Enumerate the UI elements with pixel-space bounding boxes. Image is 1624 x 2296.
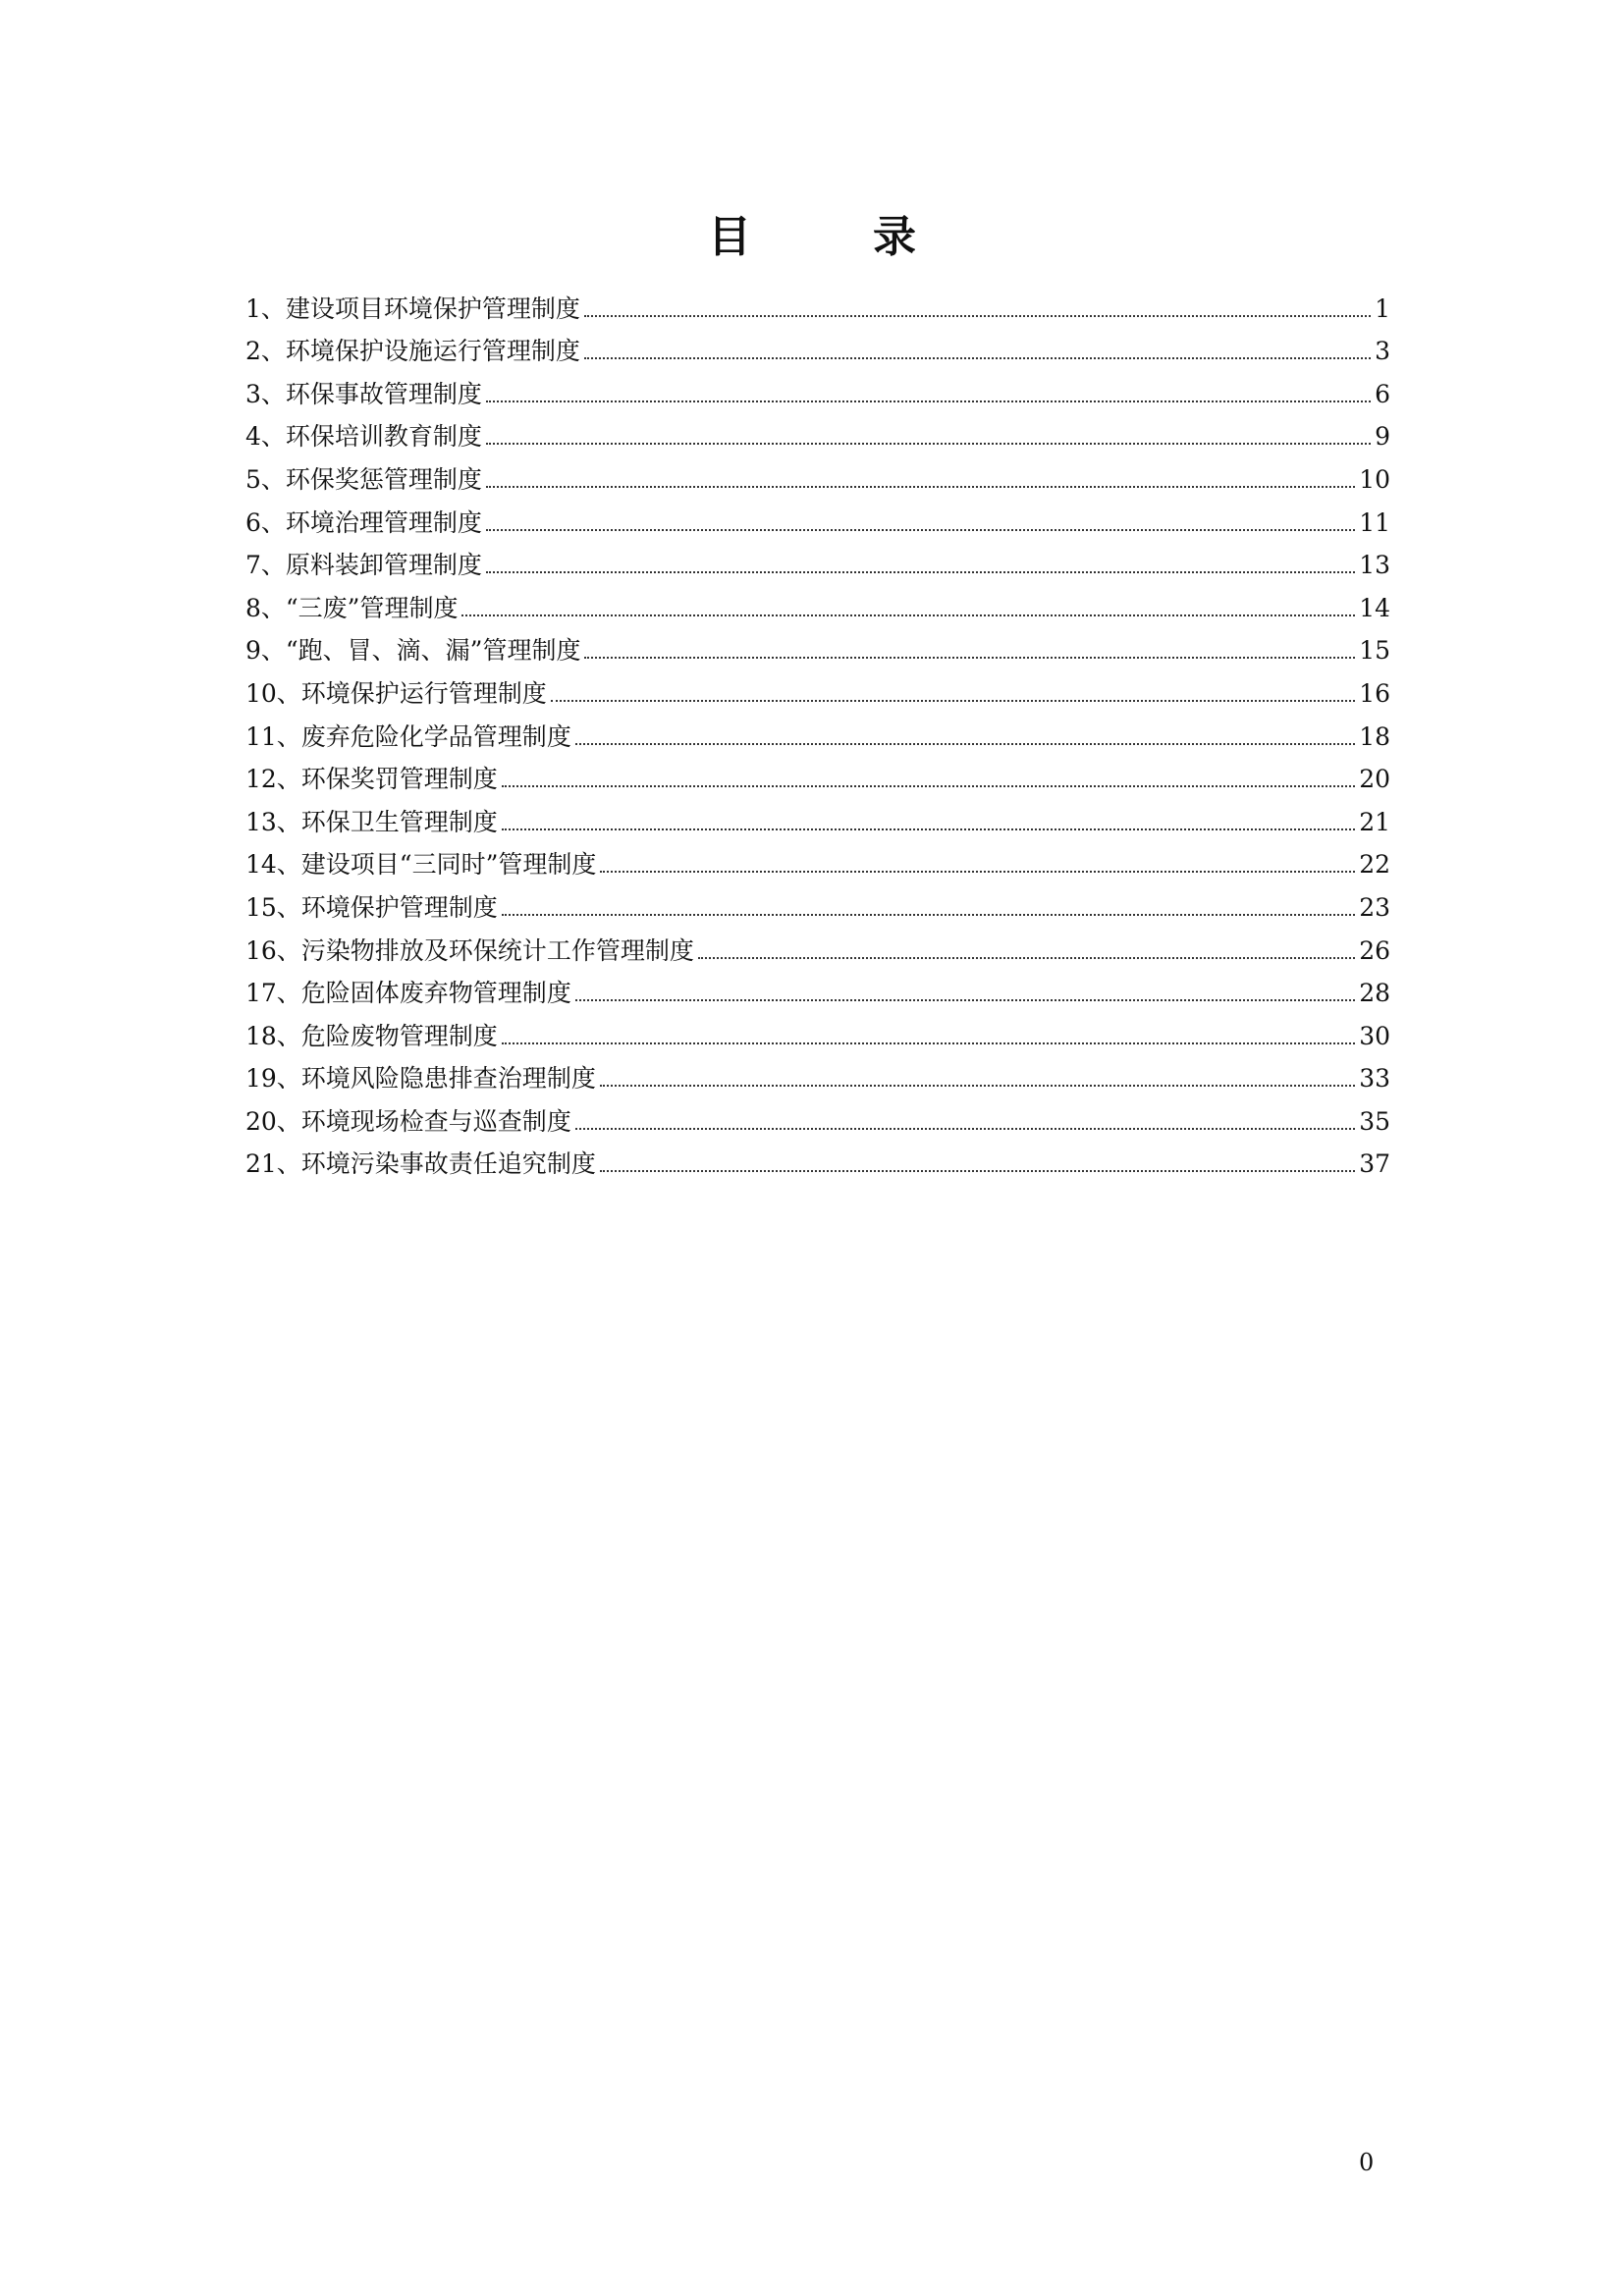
toc-entry[interactable] [245, 328, 1390, 371]
toc-dot-leader [698, 957, 1355, 959]
toc-entry-page: 14 [1359, 593, 1390, 622]
toc-dot-leader [461, 614, 1355, 616]
toc-entry-label: 11、废弃危险化学品管理制度 [245, 721, 571, 751]
toc-dot-leader [575, 1128, 1355, 1130]
toc-entry-page: 26 [1359, 935, 1390, 965]
toc-entry[interactable] [245, 970, 1390, 1013]
toc-entry-page: 1 [1375, 294, 1390, 323]
toc-entry[interactable] [245, 584, 1390, 627]
toc-entry-page: 9 [1375, 422, 1390, 452]
toc-entry-label: 15、环境保护管理制度 [245, 892, 498, 922]
toc-dot-leader [575, 999, 1355, 1001]
toc-dot-leader [486, 486, 1355, 488]
toc-entry-page: 6 [1375, 379, 1390, 408]
toc-entry[interactable] [245, 883, 1390, 927]
toc-entry-label: 17、危险固体废弃物管理制度 [245, 979, 571, 1008]
toc-entry-label: 9、“跑、冒、滴、漏”管理制度 [245, 636, 581, 666]
toc-entry-page: 11 [1359, 507, 1390, 537]
toc-dot-leader [486, 529, 1355, 531]
toc-entry-label: 7、原料装卸管理制度 [245, 551, 482, 580]
toc-dot-leader [551, 700, 1355, 702]
toc-entry-label: 20、环境现场检查与巡查制度 [245, 1106, 571, 1136]
toc-entry-label: 3、环保事故管理制度 [245, 379, 482, 408]
toc-entry[interactable] [245, 713, 1390, 756]
toc-entry-label: 13、环保卫生管理制度 [245, 807, 498, 836]
toc-entry-page: 28 [1359, 979, 1390, 1008]
toc-entry-label: 10、环境保护运行管理制度 [245, 678, 547, 708]
toc-dot-leader [486, 443, 1371, 445]
toc-entry[interactable] [245, 927, 1390, 970]
toc-entry[interactable] [245, 285, 1390, 328]
toc-entry-page: 20 [1359, 765, 1390, 794]
toc-entry-page: 37 [1359, 1149, 1390, 1179]
toc-entry-label: 18、危险废物管理制度 [245, 1021, 498, 1050]
toc-entry-page: 10 [1359, 464, 1390, 494]
toc-dot-leader [600, 871, 1355, 873]
toc-entry-label: 21、环境污染事故责任追究制度 [245, 1149, 596, 1179]
toc-entry-page: 15 [1359, 636, 1390, 666]
toc-dot-leader [575, 743, 1355, 745]
toc-entry-page: 21 [1359, 807, 1390, 836]
toc-entry-label: 12、环保奖罚管理制度 [245, 765, 498, 794]
toc-dot-leader [584, 315, 1371, 317]
toc-entry-label: 1、建设项目环境保护管理制度 [245, 294, 580, 323]
toc-entry-label: 16、污染物排放及环保统计工作管理制度 [245, 935, 694, 965]
toc-entry[interactable] [245, 499, 1390, 542]
toc-entry-label: 2、环境保护设施运行管理制度 [245, 337, 580, 366]
toc-entry-page: 22 [1359, 850, 1390, 880]
toc-dot-leader [502, 828, 1355, 830]
toc-entry-page: 16 [1359, 678, 1390, 708]
toc-entry[interactable] [245, 455, 1390, 499]
toc-entry-label: 8、“三废”管理制度 [245, 593, 459, 622]
toc-entry[interactable] [245, 627, 1390, 670]
toc-dot-leader [584, 357, 1371, 359]
toc-entry-page: 35 [1359, 1106, 1390, 1136]
toc-dot-leader [600, 1170, 1355, 1172]
toc-entry-page: 23 [1359, 892, 1390, 922]
toc-entry[interactable] [245, 841, 1390, 884]
toc-entry-page: 30 [1359, 1021, 1390, 1050]
toc-entry[interactable] [245, 1012, 1390, 1055]
toc-entry-label: 6、环境治理管理制度 [245, 507, 482, 537]
toc-list [245, 285, 1390, 1183]
toc-entry[interactable] [245, 370, 1390, 413]
toc-entry[interactable] [245, 798, 1390, 841]
toc-entry-page: 33 [1359, 1064, 1390, 1094]
toc-dot-leader [486, 400, 1371, 402]
toc-entry-label: 4、环保培训教育制度 [245, 422, 482, 452]
toc-dot-leader [502, 785, 1355, 787]
toc-entry[interactable] [245, 756, 1390, 799]
toc-dot-leader [584, 657, 1355, 659]
toc-entry-label: 14、建设项目“三同时”管理制度 [245, 850, 597, 880]
toc-entry-page: 3 [1375, 337, 1390, 366]
toc-entry-label: 19、环境风险隐患排查治理制度 [245, 1064, 596, 1094]
toc-entry[interactable] [245, 1141, 1390, 1184]
toc-entry[interactable] [245, 542, 1390, 585]
page-number: 0 [1359, 2149, 1375, 2176]
toc-entry[interactable] [245, 1055, 1390, 1098]
toc-entry[interactable] [245, 413, 1390, 456]
toc-dot-leader [502, 914, 1355, 916]
toc-entry-page: 18 [1359, 721, 1390, 751]
toc-dot-leader [502, 1042, 1355, 1044]
toc-entry-page: 13 [1359, 551, 1390, 580]
toc-dot-leader [600, 1085, 1355, 1087]
toc-entry[interactable] [245, 1097, 1390, 1141]
toc-entry[interactable] [245, 669, 1390, 713]
toc-title: 目 录 [708, 212, 955, 262]
toc-entry-label: 5、环保奖惩管理制度 [245, 464, 482, 494]
toc-dot-leader [486, 571, 1355, 573]
